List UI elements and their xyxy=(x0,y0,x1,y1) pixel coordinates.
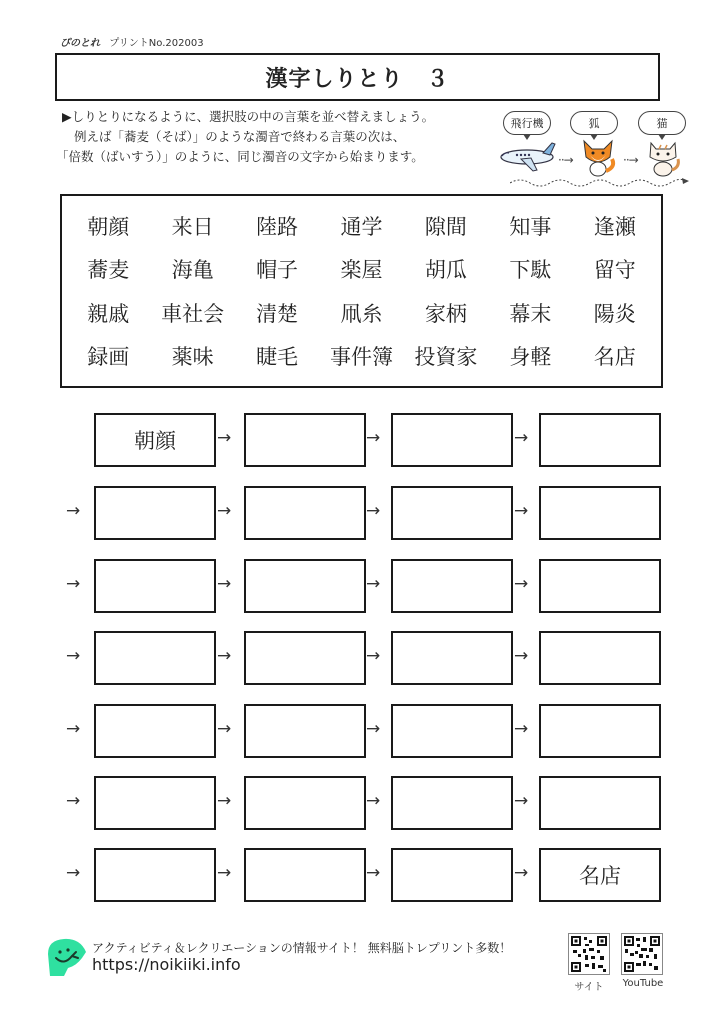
airplane-icon xyxy=(497,141,557,173)
choice-word: 陸路 xyxy=(256,214,299,239)
arrow-icon: → xyxy=(66,863,81,883)
answer-box[interactable] xyxy=(244,776,366,830)
arrow-icon: → xyxy=(66,574,81,594)
qr-code-site-icon[interactable] xyxy=(568,933,610,975)
choice-word: 来日 xyxy=(171,214,214,239)
choice-word: 蕎麦 xyxy=(87,258,130,283)
choice-word: 身軽 xyxy=(509,345,552,370)
example-illustration xyxy=(495,103,695,195)
answer-row xyxy=(64,776,664,830)
choice-word: 薬味 xyxy=(171,345,214,370)
speech-bubble-airplane xyxy=(503,111,551,135)
arrow-icon: → xyxy=(366,791,381,811)
choice-word: 清楚 xyxy=(256,301,299,326)
bubble-label: 狐 xyxy=(588,117,600,130)
answer-row xyxy=(64,486,664,540)
site-logo-icon xyxy=(46,936,88,978)
arrow-icon: → xyxy=(366,428,381,448)
arrow-icon: → xyxy=(66,719,81,739)
answer-box[interactable] xyxy=(391,704,513,758)
answer-box[interactable] xyxy=(94,559,216,613)
page-title: 漢字しりとり ３ xyxy=(265,66,450,92)
choice-word: 通学 xyxy=(340,214,383,239)
bubble-label: 飛行機 xyxy=(510,117,544,130)
answer-box[interactable] xyxy=(244,704,366,758)
answer-box[interactable] xyxy=(244,413,366,467)
arrow-icon: → xyxy=(217,646,232,666)
choice-word: 録画 xyxy=(87,345,130,370)
arrow-icon: → xyxy=(66,791,81,811)
answer-box[interactable] xyxy=(244,848,366,902)
header-meta xyxy=(60,34,204,49)
arrow-icon: → xyxy=(366,719,381,739)
choice-word: 幕末 xyxy=(509,301,552,326)
qr-label-site: サイト xyxy=(574,982,604,993)
answer-box[interactable] xyxy=(244,486,366,540)
qr-code-youtube-icon[interactable] xyxy=(621,933,663,975)
answer-row xyxy=(64,631,664,685)
arrow-icon: → xyxy=(217,791,232,811)
choice-word: 海亀 xyxy=(171,258,214,283)
answer-row xyxy=(64,559,664,613)
brand-name: ぴのとれ xyxy=(60,38,100,49)
footer-url-link[interactable]: https://noikiiki.info xyxy=(92,955,241,974)
answer-box[interactable] xyxy=(94,631,216,685)
arrow-icon: → xyxy=(366,863,381,883)
arrow-icon: → xyxy=(514,501,529,521)
arrow-icon: → xyxy=(514,791,529,811)
choices-grid xyxy=(66,204,657,378)
arrow-icon: → xyxy=(66,501,81,521)
arrow-icon: → xyxy=(217,863,232,883)
instruction-line-1: ▶しりとりになるように、選択肢の中の言葉を並べ替えましょう。 xyxy=(62,109,435,124)
answer-box[interactable] xyxy=(94,776,216,830)
choice-word: 留守 xyxy=(593,258,636,283)
bubble-label: 猫 xyxy=(656,117,668,130)
title-box xyxy=(55,53,660,101)
answer-box[interactable] xyxy=(94,848,216,902)
choice-word: 楽屋 xyxy=(340,258,383,283)
answer-row xyxy=(64,848,664,902)
qr-label-youtube: YouTube xyxy=(622,978,664,989)
dotted-arrow: ··→ xyxy=(558,153,573,167)
choice-word: 車社会 xyxy=(161,301,225,326)
arrow-icon: → xyxy=(217,501,232,521)
arrow-icon: → xyxy=(366,574,381,594)
choice-word: 下駄 xyxy=(509,258,552,283)
answer-box[interactable] xyxy=(391,776,513,830)
dotted-arrow: ··→ xyxy=(623,153,638,167)
fox-icon xyxy=(580,139,616,177)
arrow-icon: → xyxy=(217,428,232,448)
answer-box[interactable] xyxy=(391,848,513,902)
answer-box[interactable] xyxy=(244,631,366,685)
choice-word: 名店 xyxy=(593,345,636,370)
instructions xyxy=(56,107,435,167)
answer-box[interactable] xyxy=(539,704,661,758)
answer-box[interactable] xyxy=(539,776,661,830)
choice-word: 陽炎 xyxy=(593,301,636,326)
arrow-icon: → xyxy=(366,646,381,666)
choice-word: 逢瀬 xyxy=(593,214,636,239)
choice-word: 睫毛 xyxy=(256,345,299,370)
instruction-line-2: 例えば「蕎麦（そば）」のような濁音で終わる言葉の次は、 xyxy=(74,129,406,144)
answer-box[interactable] xyxy=(391,631,513,685)
answer-box[interactable] xyxy=(94,704,216,758)
answer-box[interactable] xyxy=(539,559,661,613)
arrow-icon: → xyxy=(217,574,232,594)
choice-word: 親戚 xyxy=(87,301,130,326)
print-number: プリントNo.202003 xyxy=(109,38,204,49)
answer-box[interactable] xyxy=(391,486,513,540)
footer-tagline: アクティビティ＆レクリエーションの情報サイト！ 無料脳トレプリント多数！ xyxy=(92,941,512,955)
choices-box xyxy=(60,194,663,388)
speech-bubble-fox xyxy=(570,111,618,135)
arrow-icon: → xyxy=(514,574,529,594)
cat-icon xyxy=(645,139,681,177)
arrow-icon: → xyxy=(514,646,529,666)
choice-word: 知事 xyxy=(509,214,552,239)
answer-box[interactable] xyxy=(539,413,661,467)
choice-word: 朝顔 xyxy=(87,214,130,239)
choice-word: 凧糸 xyxy=(340,301,383,326)
arrow-icon: → xyxy=(217,719,232,739)
choice-word: 事件簿 xyxy=(329,345,393,370)
arrow-icon: → xyxy=(514,719,529,739)
wavy-dotted-arrow xyxy=(510,175,690,189)
answer-row xyxy=(64,413,664,467)
choice-word: 家柄 xyxy=(424,301,467,326)
arrow-icon: → xyxy=(514,428,529,448)
arrow-icon: → xyxy=(66,646,81,666)
answer-box[interactable] xyxy=(391,413,513,467)
instruction-line-3: 「倍数（ばいすう）」のように、同じ濁音の文字から始まります。 xyxy=(56,149,424,164)
answer-box[interactable]: 名店 xyxy=(539,848,661,902)
arrow-icon: → xyxy=(514,863,529,883)
answer-row xyxy=(64,704,664,758)
speech-bubble-cat xyxy=(638,111,686,135)
choice-word: 胡瓜 xyxy=(424,258,467,283)
choice-word: 帽子 xyxy=(256,258,299,283)
answer-box[interactable] xyxy=(391,559,513,613)
answer-box[interactable] xyxy=(539,486,661,540)
arrow-icon: → xyxy=(366,501,381,521)
answer-box[interactable] xyxy=(94,486,216,540)
answer-box[interactable] xyxy=(539,631,661,685)
answer-box[interactable] xyxy=(244,559,366,613)
choice-word: 隙間 xyxy=(424,214,467,239)
answer-box[interactable]: 朝顔 xyxy=(94,413,216,467)
choice-word: 投資家 xyxy=(414,345,478,370)
